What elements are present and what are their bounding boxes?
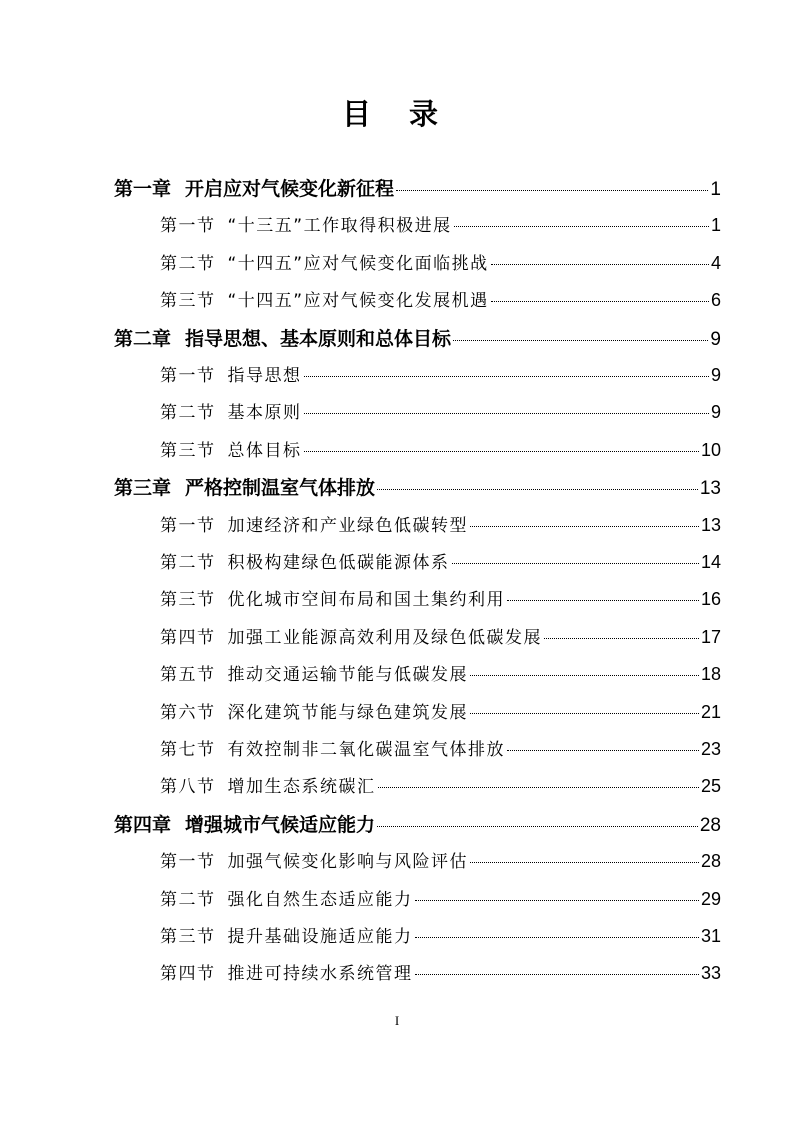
toc-entry-text: 强化自然生态适应能力 xyxy=(227,889,413,910)
toc-page-number: 28 xyxy=(700,851,721,872)
toc-page-number: 14 xyxy=(700,552,721,572)
toc-page-number: 17 xyxy=(700,626,721,647)
toc-entry-label xyxy=(114,810,375,837)
toc-entry-number: 第一节 xyxy=(160,852,216,873)
toc-dot-leader xyxy=(470,675,699,676)
toc-dot-leader xyxy=(470,862,699,863)
toc-section-entry[interactable] xyxy=(160,548,721,578)
toc-dot-leader xyxy=(415,974,699,975)
toc-entry-label xyxy=(160,698,468,723)
toc-section-entry[interactable] xyxy=(160,735,721,765)
toc-section-entry[interactable] xyxy=(160,511,721,541)
toc-entry-number: 第二节 xyxy=(160,553,216,573)
toc-entry-label xyxy=(160,398,302,423)
toc-entry-text: 有效控制非二氧化碳温室气体排放 xyxy=(227,740,505,760)
toc-dot-leader xyxy=(470,713,699,714)
toc-entry-text: 指导思想 xyxy=(227,366,302,386)
toc-chapter-entry[interactable] xyxy=(114,473,721,503)
toc-page-number: 10 xyxy=(700,439,721,460)
toc-dot-leader xyxy=(304,451,699,452)
toc-entry-label xyxy=(114,473,375,500)
toc-page-number: 33 xyxy=(700,963,721,984)
toc-entry-label xyxy=(160,585,505,610)
toc-entry-text: 基本原则 xyxy=(227,403,302,424)
toc-chapter-entry[interactable] xyxy=(114,174,721,204)
toc-page-number: 13 xyxy=(700,514,721,535)
toc-entry-number: 第一章 xyxy=(114,178,172,200)
toc-page-number: 1 xyxy=(710,179,721,200)
toc-entry-text: 加强工业能源高效利用及绿色低碳发展 xyxy=(227,627,542,648)
toc-page-number: 29 xyxy=(700,888,721,909)
toc-entry-label xyxy=(160,511,468,536)
toc-entry-number: 第一节 xyxy=(160,515,216,536)
toc-page-number: 28 xyxy=(699,814,721,836)
toc-entry-label xyxy=(160,922,413,947)
toc-page-number: 23 xyxy=(700,739,721,759)
toc-entry-text: 指导思想、基本原则和总体目标 xyxy=(185,327,452,350)
toc-entry-text: 推进可持续水系统管理 xyxy=(227,964,413,985)
toc-entry-label xyxy=(160,211,452,236)
toc-chapter-entry[interactable] xyxy=(114,324,721,354)
toc-dot-leader xyxy=(507,600,699,601)
toc-entry-number: 第四节 xyxy=(160,964,216,985)
toc-entry-label xyxy=(160,548,450,573)
toc-entry-text: 增加生态系统碳汇 xyxy=(227,777,376,798)
toc-page-number: 16 xyxy=(700,589,721,610)
toc-dot-leader xyxy=(507,750,699,751)
toc-dot-leader xyxy=(470,526,699,527)
toc-entry-label xyxy=(160,847,468,872)
toc-entry-number: 第二节 xyxy=(160,403,216,424)
toc-section-entry[interactable] xyxy=(160,585,721,615)
toc-entry-number: 第四章 xyxy=(114,813,172,836)
toc-chapter-entry[interactable] xyxy=(114,810,721,840)
toc-entry-number: 第二章 xyxy=(114,327,172,350)
toc-page-number: 6 xyxy=(710,290,721,311)
toc-page-number: 21 xyxy=(700,701,721,722)
toc-page-number: 9 xyxy=(710,365,721,385)
toc-entry-label xyxy=(160,885,413,910)
toc-entry-number: 第二节 xyxy=(160,889,216,910)
toc-entry-text: “十三五”工作取得积极进展 xyxy=(227,216,452,237)
toc-entry-text: 加强气候变化影响与风险评估 xyxy=(227,852,468,873)
toc-section-entry[interactable] xyxy=(160,847,721,877)
toc-section-entry[interactable] xyxy=(160,249,721,279)
toc-page-number: 4 xyxy=(710,252,721,273)
toc-dot-leader xyxy=(452,563,699,564)
toc-entry-number: 第一节 xyxy=(160,366,216,386)
toc-entry-number: 第三节 xyxy=(160,291,216,312)
toc-entry-label xyxy=(160,660,468,685)
toc-dot-leader xyxy=(415,900,699,901)
toc-dot-leader xyxy=(415,937,699,938)
toc-dot-leader xyxy=(304,413,709,414)
toc-entry-number: 第三节 xyxy=(160,590,216,611)
toc-page-number: 31 xyxy=(700,926,721,946)
toc-entry-text: “十四五”应对气候变化发展机遇 xyxy=(227,291,489,312)
toc-entry-text: 积极构建绿色低碳能源体系 xyxy=(227,553,450,573)
toc-entry-text: 优化城市空间布局和国土集约利用 xyxy=(227,590,505,611)
toc-section-entry[interactable] xyxy=(160,361,721,391)
toc-entry-label xyxy=(114,324,451,351)
toc-entry-label xyxy=(160,286,489,311)
toc-entry-text: 推动交通运输节能与低碳发展 xyxy=(227,665,468,686)
toc-entry-label xyxy=(114,174,394,201)
toc-dot-leader xyxy=(378,787,699,788)
toc-section-entry[interactable] xyxy=(160,398,721,428)
toc-entry-label xyxy=(160,772,376,797)
toc-entry-text: 总体目标 xyxy=(227,440,302,461)
toc-entry-number: 第五节 xyxy=(160,665,216,686)
toc-entry-number: 第二节 xyxy=(160,253,216,274)
toc-entry-label xyxy=(160,249,489,274)
toc-entry-text: 开启应对气候变化新征程 xyxy=(185,178,395,200)
toc-dot-leader xyxy=(377,826,698,827)
toc-dot-leader xyxy=(396,190,708,191)
toc-entry-number: 第七节 xyxy=(160,740,216,760)
toc-entry-text: “十四五”应对气候变化面临挑战 xyxy=(227,253,489,274)
toc-section-entry[interactable] xyxy=(160,959,721,989)
toc-dot-leader xyxy=(454,226,709,227)
toc-page-number: 1 xyxy=(710,215,721,236)
toc-entry-text: 提升基础设施适应能力 xyxy=(227,927,413,947)
toc-section-entry[interactable] xyxy=(160,922,721,952)
toc-page-number: 9 xyxy=(710,402,721,423)
toc-entry-number: 第三章 xyxy=(114,477,172,500)
toc-entry-number: 第四节 xyxy=(160,627,216,648)
toc-entry-number: 第三节 xyxy=(160,440,216,461)
toc-section-entry[interactable] xyxy=(160,211,721,241)
toc-entry-text: 加速经济和产业绿色低碳转型 xyxy=(227,515,468,536)
page-number: I xyxy=(394,1013,400,1028)
toc-dot-leader xyxy=(544,638,699,639)
toc-dot-leader xyxy=(491,301,709,302)
toc-page-number: 18 xyxy=(700,664,721,685)
toc-entry-number: 第六节 xyxy=(160,702,216,723)
toc-dot-leader xyxy=(491,264,709,265)
toc-section-entry[interactable] xyxy=(160,698,721,728)
toc-entry-text: 增强城市气候适应能力 xyxy=(185,813,376,836)
toc-dot-leader xyxy=(453,340,708,341)
toc-entry-number: 第八节 xyxy=(160,777,216,798)
toc-section-entry[interactable] xyxy=(160,286,721,316)
toc-entry-label xyxy=(160,436,302,461)
toc-section-entry[interactable] xyxy=(160,885,721,915)
toc-page-number: 25 xyxy=(700,776,721,797)
toc-dot-leader xyxy=(304,376,709,377)
toc-section-entry[interactable] xyxy=(160,660,721,690)
toc-entry-text: 严格控制温室气体排放 xyxy=(185,477,376,500)
toc-dot-leader xyxy=(377,489,698,490)
toc-section-entry[interactable] xyxy=(160,436,721,466)
page-title: 目 录 xyxy=(341,97,453,131)
toc-section-entry[interactable] xyxy=(160,772,721,802)
toc-entry-label xyxy=(160,361,302,386)
toc-entry-number: 第三节 xyxy=(160,927,216,947)
toc-entry-number: 第一节 xyxy=(160,216,216,237)
toc-entry-label xyxy=(160,623,542,648)
toc-page-number: 9 xyxy=(710,328,721,350)
toc-section-entry[interactable] xyxy=(160,623,721,653)
toc-page-number: 13 xyxy=(699,478,721,500)
toc-entry-label xyxy=(160,735,505,760)
toc-entry-text: 深化建筑节能与绿色建筑发展 xyxy=(227,702,468,723)
toc-entry-label xyxy=(160,959,413,984)
